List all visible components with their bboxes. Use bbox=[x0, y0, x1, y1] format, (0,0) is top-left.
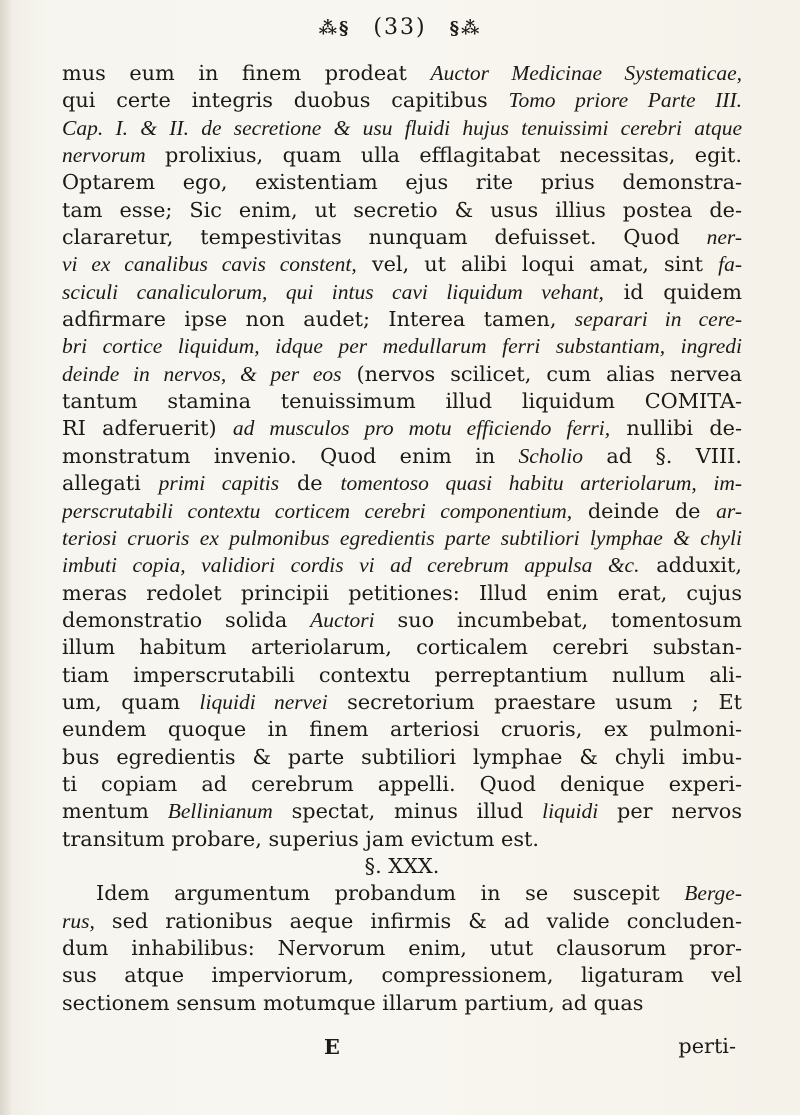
italic-text-run: tomentoso quasi habitu arteriolarum, im- bbox=[340, 471, 742, 496]
text-line bbox=[62, 552, 742, 579]
text-run: demonstratio solida bbox=[62, 607, 311, 632]
text-run: transitum probare, superius jam evictum est. bbox=[62, 826, 539, 851]
header-ornament-right-icon: §⁂ bbox=[449, 18, 482, 39]
text-line bbox=[62, 716, 742, 743]
text-line bbox=[62, 634, 742, 661]
text-line bbox=[62, 60, 742, 87]
italic-text-run: Tomo priore Parte III. bbox=[508, 88, 742, 113]
text-line bbox=[62, 826, 742, 853]
text-line bbox=[62, 224, 742, 251]
text-run: bus egredientis & parte subtiliori lymphae & chyli imbu- bbox=[62, 744, 742, 769]
italic-text-run: vi ex canalibus cavis constent, bbox=[62, 252, 357, 277]
text-run: (nervos scilicet, cum alias nervea bbox=[341, 361, 742, 386]
text-line bbox=[62, 662, 742, 689]
italic-text-run: ad musculos pro motu efficiendo ferri, bbox=[232, 416, 611, 441]
text-run: Idem argumentum probandum in se suscepit bbox=[96, 881, 685, 906]
italic-text-run: bri cortice liquidum, idque per medullarum ferri substantiam, ingredi bbox=[62, 334, 742, 359]
italic-text-run: Bellinianum bbox=[167, 799, 273, 824]
text-line bbox=[62, 498, 742, 525]
text-run: dum inhabilibus: Nervorum enim, utut clausorum pror- bbox=[62, 936, 742, 960]
text-run: deinde de bbox=[572, 498, 717, 523]
italic-text-run: Auctori bbox=[310, 607, 375, 632]
text-line bbox=[62, 744, 742, 771]
text-run: prolixius, quam ulla efflagitabat necessitas, egit. bbox=[145, 143, 742, 168]
text-run: §. XXX. bbox=[364, 853, 440, 878]
signature-mark: E bbox=[324, 1034, 340, 1059]
text-run: Optarem ego, existentiam ejus rite prius demonstra- bbox=[62, 170, 742, 195]
italic-text-run: separari in cere- bbox=[574, 307, 742, 332]
body-text bbox=[62, 60, 742, 1017]
text-line bbox=[62, 197, 742, 224]
text-line bbox=[62, 935, 742, 962]
page-number: (33) bbox=[373, 15, 427, 40]
text-run: tiam imperscrutabili contextu perreptantium nullum ali- bbox=[62, 662, 742, 687]
italic-text-run: Auctor Medicinae Systematicae, bbox=[430, 61, 742, 85]
text-line bbox=[62, 333, 742, 360]
italic-text-run: liquidi bbox=[542, 799, 599, 824]
text-line bbox=[62, 771, 742, 798]
catchword: perti- bbox=[678, 1034, 736, 1058]
text-run: id quidem bbox=[603, 279, 742, 304]
italic-text-run: teriosi cruoris ex pulmonibus egredientis parte subtiliori lymphae & chyli bbox=[62, 525, 742, 550]
italic-text-run: primi capitis bbox=[158, 471, 280, 496]
text-run: mus eum in finem prodeat bbox=[62, 61, 431, 85]
text-run: qui certe integris duobus capitibus bbox=[62, 88, 509, 113]
text-run: allegati bbox=[62, 471, 159, 496]
text-run: per nervos bbox=[598, 799, 742, 824]
italic-text-run: ar- bbox=[716, 498, 742, 523]
italic-text-run: sciculi canaliculorum, qui intus cavi liquidum vehant, bbox=[62, 279, 604, 304]
text-line bbox=[62, 525, 742, 552]
text-run: eundem quoque in finem arteriosi cruoris, ex pulmoni- bbox=[62, 717, 742, 742]
text-run: ti copiam ad cerebrum appelli. Quod denique experi- bbox=[62, 771, 742, 796]
text-run: suo incumbebat, tomentosum bbox=[374, 607, 742, 632]
page-header bbox=[0, 8, 800, 49]
text-run: adfirmare ipse non audet; Interea tamen, bbox=[62, 307, 575, 332]
text-line bbox=[62, 689, 742, 716]
text-run: monstratum invenio. Quod enim in bbox=[62, 443, 519, 468]
text-run: spectat, minus illud bbox=[272, 799, 543, 824]
italic-text-run: Berge- bbox=[684, 881, 742, 906]
text-run: vel, ut alibi loqui amat, sint bbox=[356, 252, 719, 277]
text-run: meras redolet principii petitiones: Illud enim erat, cujus bbox=[62, 580, 742, 605]
text-line bbox=[62, 115, 742, 142]
italic-text-run: perscrutabili contextu corticem cerebri componentium, bbox=[62, 498, 573, 523]
text-line bbox=[62, 990, 742, 1017]
italic-text-run: rus, bbox=[62, 908, 95, 933]
text-run: mentum bbox=[62, 799, 168, 824]
text-line bbox=[62, 279, 742, 306]
italic-text-run: ner- bbox=[706, 225, 742, 250]
text-run: adduxit, bbox=[639, 553, 742, 578]
text-line bbox=[62, 908, 742, 935]
text-line bbox=[62, 607, 742, 634]
page-footer bbox=[62, 1034, 742, 1064]
text-line bbox=[62, 798, 742, 825]
text-line bbox=[62, 361, 742, 388]
italic-text-run: Scholio bbox=[518, 443, 583, 468]
text-line bbox=[62, 388, 742, 415]
italic-text-run: Cap. I. & II. de secretione & usu fluidi hujus tenuissimi cerebri atque bbox=[62, 115, 742, 140]
text-run: illum habitum arteriolarum, corticalem cerebri substan- bbox=[62, 635, 742, 660]
text-line bbox=[62, 169, 742, 196]
text-line bbox=[62, 880, 742, 907]
text-run: secretorium praestare usum ; Et bbox=[327, 689, 742, 714]
text-run: de bbox=[279, 471, 341, 496]
page-gutter-shadow bbox=[0, 0, 12, 1115]
italic-text-run: liquidi nervei bbox=[199, 689, 328, 714]
italic-text-run: nervorum bbox=[62, 143, 146, 168]
text-line bbox=[62, 251, 742, 278]
text-run: sus atque imperviorum, compressionem, ligaturam vel bbox=[62, 963, 742, 988]
text-run: sectionem sensum motumque illarum partium, ad quas bbox=[62, 990, 644, 1015]
italic-text-run: deinde in nervos, & per eos bbox=[62, 361, 342, 386]
italic-text-run: fa- bbox=[718, 252, 742, 277]
text-line bbox=[62, 306, 742, 333]
italic-text-run: imbuti copia, validiori cordis vi ad cerebrum appulsa &c. bbox=[62, 553, 640, 578]
text-line bbox=[62, 962, 742, 989]
text-run: nullibi de- bbox=[610, 416, 742, 441]
section-heading bbox=[62, 853, 742, 880]
text-run: tam esse; Sic enim, ut secretio & usus illius postea de- bbox=[62, 197, 742, 222]
text-line bbox=[62, 580, 742, 607]
text-line bbox=[62, 142, 742, 169]
text-line bbox=[62, 415, 742, 442]
text-run: ad §. VIII. bbox=[582, 443, 742, 468]
text-run: clararetur, tempestivitas nunquam defuisset. Quod bbox=[62, 225, 707, 250]
text-line bbox=[62, 443, 742, 470]
text-run: tantum stamina tenuissimum illud liquidum COMITA- bbox=[62, 389, 742, 414]
header-ornament-left-icon: ⁂§ bbox=[318, 18, 351, 39]
text-line bbox=[62, 470, 742, 497]
text-run: sed rationibus aeque infirmis & ad valide concluden- bbox=[94, 908, 742, 933]
text-run: um, quam bbox=[62, 689, 200, 714]
text-run: RI adferuerit) bbox=[62, 416, 233, 441]
text-line bbox=[62, 87, 742, 114]
